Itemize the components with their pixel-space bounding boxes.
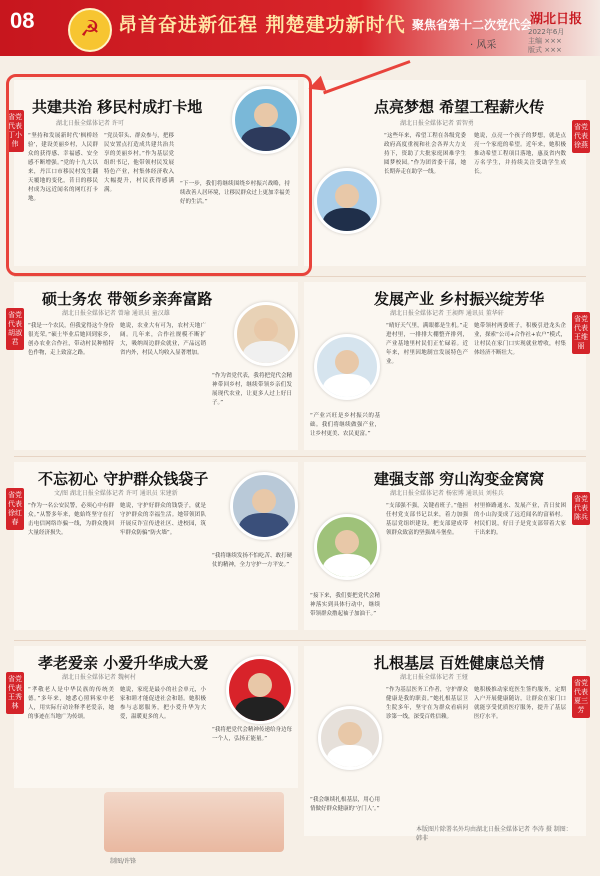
story-column: “党员带头、群众参与，把移民安置点打造成共建共治共享的美丽乡村。”作为基层党组织书记，他带领村民发展特色产业，村集体经济收入大幅提升，村民获得感满满。 bbox=[104, 133, 174, 193]
story-column: “我将把党代会精神传递给身边每一个人，弘扬正能量。” bbox=[212, 727, 292, 742]
story-card-5[interactable] bbox=[8, 462, 298, 630]
story-card-7[interactable] bbox=[8, 646, 298, 788]
story-column: “作为基层医务工作者，守护群众健康是我的职责。”她扎根基层卫生院多年，坚守在为群众看病问诊第一线，深受百姓信赖。 bbox=[386, 687, 468, 720]
story-column: “下一步，我们将继续围绕乡村振兴战略，持续改善人居环境，让移民群众过上更加幸福美好的生活。” bbox=[180, 181, 290, 205]
story-column: 她带领村两委班子，积极引进龙头企业，探索“公司+合作社+农户”模式，让村民在家门口实现就业增收，村集体经济不断壮大。 bbox=[474, 323, 566, 356]
story-card-3[interactable] bbox=[8, 282, 298, 450]
story-byline: 湖北日报全媒体记者 许可 bbox=[56, 120, 124, 127]
story-column: “产业兴旺是乡村振兴的基础。我们将继续做强产业，让乡村更美、农民更富。” bbox=[310, 413, 380, 437]
story-title: 孝老爱亲 小爱升华成大爱 bbox=[38, 654, 209, 672]
story-byline: 湖北日报全媒体记者 雷智勇 bbox=[400, 120, 474, 127]
delegate-portrait bbox=[314, 514, 380, 580]
newspaper-name: 湖北日报 bbox=[530, 12, 583, 27]
story-column: 她说，守护好群众的钱袋子，就是守护群众的幸福生活。她带领团队开展反诈宣传进社区、进校园，筑牢群众防骗“防火墙”。 bbox=[120, 503, 206, 536]
section-label: · 风采 bbox=[470, 40, 497, 51]
issue-info: 2022年6月 主编 ××× 版式 ××× bbox=[528, 28, 565, 54]
party-emblem-icon: ☭ bbox=[68, 8, 112, 52]
story-byline: 文/图 湖北日报全媒体记者 许可 通讯员 宋建新 bbox=[54, 490, 178, 497]
story-card-4[interactable] bbox=[304, 282, 586, 450]
divider bbox=[14, 456, 586, 457]
story-byline: 湖北日报全媒体记者 曾瑜 通讯员 童汉雄 bbox=[62, 310, 170, 317]
story-card-8[interactable] bbox=[304, 646, 588, 842]
story-column: “我将继续发扬不怕吃苦、敢打硬仗的精神，全力守护一方平安。” bbox=[212, 553, 292, 568]
delegate-tag: 省党代表夏三芳 bbox=[572, 676, 590, 718]
delegate-portrait bbox=[318, 706, 382, 770]
story-column: “支部强不强，关键看班子。”他担任村党支部书记以来，着力加强基层党组织建设，把支部建成带领群众致富的坚强战斗堡垒。 bbox=[386, 503, 468, 536]
story-column: 她说，点亮一个孩子的梦想，就是点亮一个家庭的希望。近年来，她积极推动希望工程项目落地，惠及省内数万名学生，并持续关注受助学生成长。 bbox=[474, 133, 566, 175]
delegate-portrait bbox=[226, 656, 294, 724]
photo-credit: 本版图片除署名外均由湖北日报全媒体记者 李涛 摄 制图：韩非 bbox=[416, 826, 572, 842]
story-column: “我会继续扎根基层，用心用情做好群众健康的‘守门人’。” bbox=[310, 797, 380, 812]
delegate-tag: 省党代表胡淑君 bbox=[6, 308, 24, 350]
story-column: 她说，农业大有可为，农村天地广阔。几年来，合作社规模不断扩大，吸纳周边群众就业，产品远销省内外，村民人均收入显著增加。 bbox=[120, 323, 206, 356]
story-byline: 湖北日报全媒体记者 杨宏博 通讯员 刘桂兵 bbox=[390, 490, 504, 497]
story-byline: 湖北日报全媒体记者 王娅 bbox=[400, 674, 468, 681]
divider bbox=[14, 276, 586, 277]
delegate-tag: 省党代表徐红春 bbox=[6, 488, 24, 530]
story-column: “晴好天气里，满眼都是生机。”走进村里，一排排大棚整齐排列，产业基地里村民们正忙碌着。近年来，村里因地制宜发展特色产业。 bbox=[386, 323, 468, 365]
story-column: 村里修路通水、发展产业，昔日贫困的小山沟变成了远近闻名的富裕村。村民们说，好日子是党支部带着大家干出来的。 bbox=[474, 503, 566, 536]
story-column: “作为省党代表，我将把党代会精神带回乡村，继续带领乡亲们发展现代农业，让更多人过上好日子。” bbox=[212, 373, 292, 406]
story-column: “作为一名公安民警，必须心中有群众。”从警多年来，她始终坚守在打击电信网络诈骗一线，为群众挽回大量经济损失。 bbox=[28, 503, 114, 536]
city-skyline-illustration bbox=[104, 792, 284, 852]
delegate-tag: 省党代表陈兵 bbox=[572, 492, 590, 525]
delegate-tag: 省党代表王维丽 bbox=[572, 312, 590, 354]
story-title: 发展产业 乡村振兴绽芳华 bbox=[374, 290, 545, 308]
story-title: 硕士务农 带领乡亲奔富路 bbox=[42, 290, 213, 308]
delegate-portrait bbox=[314, 334, 380, 400]
story-column: “这些年来，希望工程在各级党委政府高度重视和社会各界大力支持下，资助了大批家庭困难学生圆梦校园。”作为团省委干部，她长期奔走在助学一线。 bbox=[384, 133, 466, 175]
story-title: 建强支部 穷山沟变金窝窝 bbox=[374, 470, 545, 488]
highlight-box bbox=[6, 74, 312, 276]
story-byline: 湖北日报全媒体记者 魏柯村 bbox=[62, 674, 136, 681]
delegate-portrait bbox=[314, 168, 380, 234]
story-column: “我是一个农民，但我觉得这个身份很光荣。”硕士毕业后她回到家乡，创办农业合作社，带动村民种植特色作物，走上致富之路。 bbox=[28, 323, 114, 356]
delegate-tag: 省党代表王秀林 bbox=[6, 672, 24, 714]
divider bbox=[14, 640, 586, 641]
story-title: 共建共治 移民村成打卡地 bbox=[32, 98, 203, 116]
page-number: 08 bbox=[10, 8, 35, 33]
delegate-portrait bbox=[230, 472, 298, 540]
delegate-portrait bbox=[234, 302, 298, 366]
story-card-6[interactable] bbox=[304, 462, 586, 630]
page-subtitle: 聚焦省第十二次党代会 bbox=[412, 18, 533, 32]
page-title: 昂首奋进新征程 荆楚建功新时代 bbox=[118, 14, 406, 36]
delegate-tag: 省党代表丁小伟 bbox=[6, 110, 24, 152]
story-column: “孝敬老人是中华民族的传统美德。”多年来，她悉心照料家中老人，用实际行动诠释孝老爱亲，她的事迹在当地广为传颂。 bbox=[28, 687, 114, 720]
story-column: “坚持和发展新时代‘枫桥经验’，建设美丽乡村，人民群众的获得感、幸福感、安全感不断增强。”党的十九大以来，丹江口市移民村发生翻天覆地的变化，昔日的移民村成为远近闻名的网红打卡地。 bbox=[28, 133, 98, 202]
story-title: 点亮梦想 希望工程薪火传 bbox=[374, 98, 545, 116]
page-header bbox=[0, 0, 600, 56]
story-column: 她说，家庭是最小的社会单元，小家和睦才能促进社会和谐。她积极参与志愿服务，把小爱升华为大爱，温暖更多的人。 bbox=[120, 687, 206, 720]
story-column: 她积极推动家庭医生签约服务，定期入户开展健康随访，让群众在家门口就能享受优质医疗服务，提升了基层医疗水平。 bbox=[474, 687, 566, 720]
story-byline: 湖北日报全媒体记者 王昶辉 通讯员 董华轩 bbox=[390, 310, 504, 317]
story-title: 不忘初心 守护群众钱袋子 bbox=[38, 470, 209, 488]
story-title: 扎根基层 百姓健康总关情 bbox=[374, 654, 545, 672]
delegate-tag: 省党代表徐燕 bbox=[572, 120, 590, 153]
story-card-2[interactable] bbox=[304, 80, 586, 266]
map-credit: 制图/许锋 bbox=[110, 858, 137, 865]
story-column: “接下来，我们要把党代会精神落实到具体行动中，继续带领群众撸起袖子加油干。” bbox=[310, 593, 380, 617]
